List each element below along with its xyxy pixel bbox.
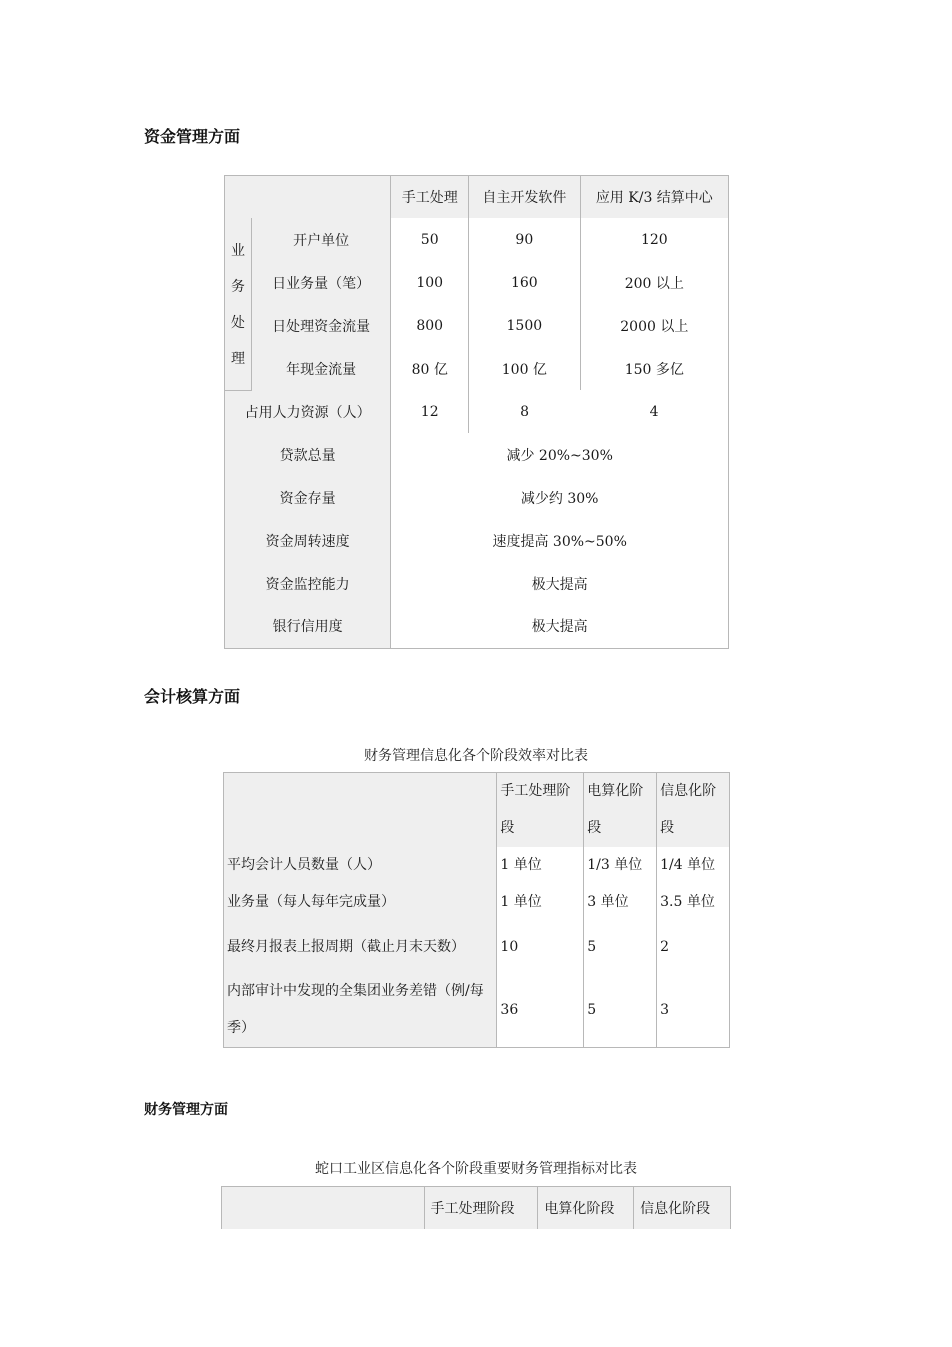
table-cell: 8 (469, 390, 581, 433)
column-header: 自主开发软件 (469, 176, 581, 219)
row-label: 日处理资金流量 (251, 304, 390, 347)
row-label: 业务量（每人每年完成量） (224, 884, 497, 921)
group-label-char: 务 (230, 278, 245, 295)
row-label: 资金周转速度 (225, 519, 391, 562)
table-cell-merged: 极大提高 (391, 605, 729, 648)
table-caption: 财务管理信息化各个阶段效率对比表 (364, 748, 588, 764)
column-header: 应用 K/3 结算中心 (580, 176, 728, 219)
funds-management-table (224, 175, 729, 649)
row-label: 银行信用度 (225, 605, 391, 648)
table-cell: 150 多亿 (580, 347, 728, 390)
table-cell: 5 (584, 921, 657, 973)
group-label-char: 理 (230, 350, 245, 367)
group-label-char: 业 (230, 242, 245, 259)
column-header: 电算化阶段 (538, 1187, 634, 1230)
table-cell-merged: 减少 20%~30% (391, 433, 729, 476)
table-cell: 12 (391, 390, 469, 433)
table-corner-cell (222, 1187, 425, 1230)
row-label: 年现金流量 (251, 347, 390, 390)
table-corner-cell (225, 176, 391, 219)
table-cell: 3 单位 (584, 884, 657, 921)
table-cell: 10 (497, 921, 584, 973)
group-label-char: 处 (230, 314, 245, 331)
row-label: 最终月报表上报周期（截止月末天数） (224, 921, 497, 973)
table-cell: 5 (584, 973, 657, 1048)
table-cell: 80 亿 (391, 347, 469, 390)
table-cell: 1 单位 (497, 884, 584, 921)
section-heading-financial: 财务管理方面 (144, 1102, 228, 1118)
row-label: 内部审计中发现的全集团业务差错（例/每季） (224, 973, 497, 1048)
table-cell: 3 (657, 973, 730, 1048)
table-caption: 蛇口工业区信息化各个阶段重要财务管理指标对比表 (315, 1161, 637, 1177)
table-cell: 50 (391, 218, 469, 261)
row-label: 贷款总量 (225, 433, 391, 476)
row-label: 占用人力资源（人） (225, 390, 391, 433)
table-corner-cell (224, 773, 497, 848)
table-cell: 120 (580, 218, 728, 261)
group-label-business-processing (225, 218, 252, 390)
table-cell: 2 (657, 921, 730, 973)
table-cell: 1500 (469, 304, 581, 347)
table-cell: 36 (497, 973, 584, 1048)
section-heading-accounting: 会计核算方面 (144, 687, 241, 706)
column-header: 手工处理 (391, 176, 469, 219)
row-label: 日业务量（笔） (251, 261, 390, 304)
section-heading-funds: 资金管理方面 (144, 127, 241, 146)
table-cell: 4 (580, 390, 728, 433)
row-label: 资金存量 (225, 476, 391, 519)
table-cell: 160 (469, 261, 581, 304)
table-cell-merged: 极大提高 (391, 562, 729, 605)
table-cell-merged: 速度提高 30%~50% (391, 519, 729, 562)
table-cell: 100 (391, 261, 469, 304)
financial-indicators-table (221, 1186, 731, 1229)
table-cell: 1 单位 (497, 847, 584, 884)
table-cell-merged: 减少约 30% (391, 476, 729, 519)
table-cell: 2000 以上 (580, 304, 728, 347)
column-header: 手工处理阶段 (424, 1187, 538, 1230)
column-header: 信息化阶段 (657, 773, 730, 848)
table-cell: 1/3 单位 (584, 847, 657, 884)
column-header: 电算化阶段 (584, 773, 657, 848)
row-label: 平均会计人员数量（人） (224, 847, 497, 884)
row-label: 资金监控能力 (225, 562, 391, 605)
table-cell: 800 (391, 304, 469, 347)
table-cell: 90 (469, 218, 581, 261)
table-cell: 200 以上 (580, 261, 728, 304)
table-cell: 3.5 单位 (657, 884, 730, 921)
column-header: 手工处理阶段 (497, 773, 584, 848)
table-cell: 1/4 单位 (657, 847, 730, 884)
accounting-efficiency-table (223, 772, 730, 1048)
row-label: 开户单位 (251, 218, 390, 261)
column-header: 信息化阶段 (634, 1187, 731, 1230)
table-cell: 100 亿 (469, 347, 581, 390)
